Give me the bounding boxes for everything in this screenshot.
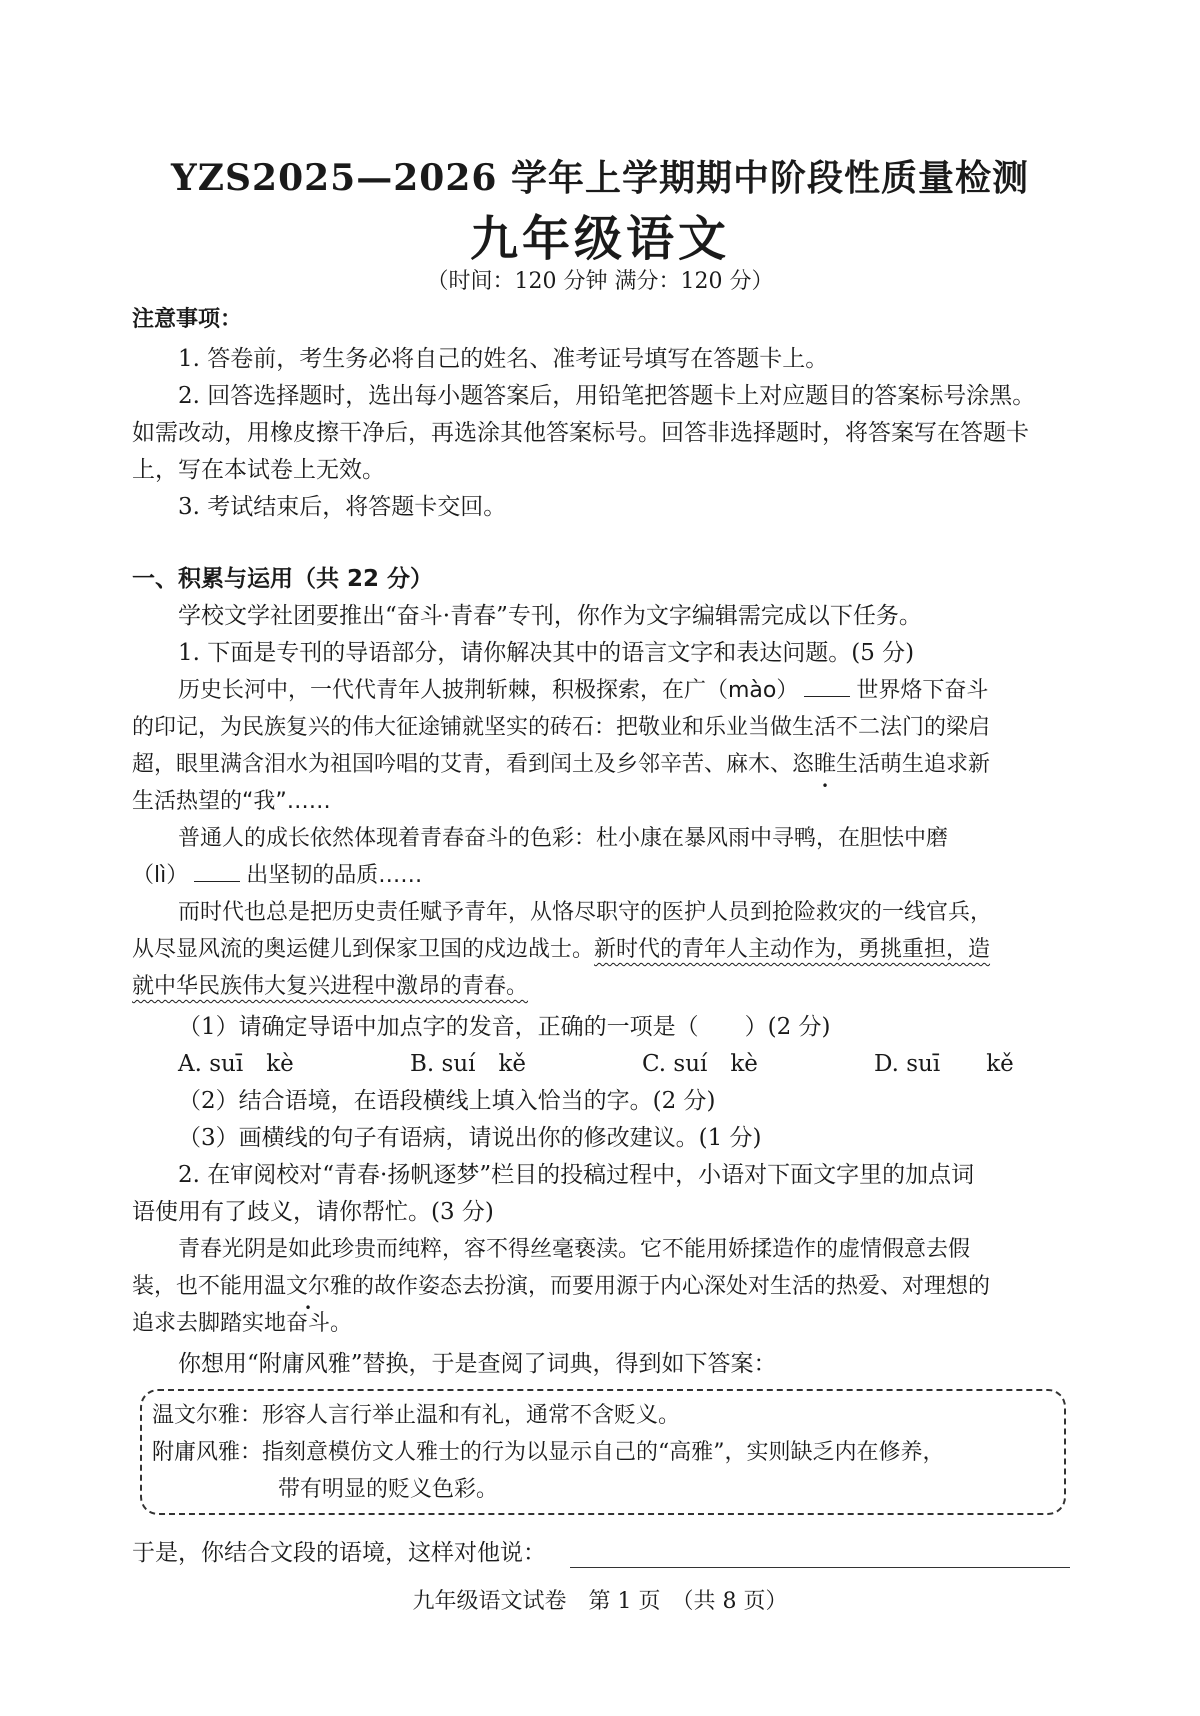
passage-3-line-3 (132, 969, 528, 1000)
option-a: A. suī kè (178, 1051, 294, 1077)
passage-1-line-4: 生活热望的“我”…… (132, 789, 331, 814)
page-footer: 九年级语文试卷 第 1 页 （共 8 页） (412, 1589, 788, 1614)
option-c: C. suí kè (642, 1051, 758, 1077)
passage-2-line-1: 普通人的成长依然体现着青春奋斗的色彩：杜小康在暴风雨中寻鸭，在胆怯中磨 (178, 826, 949, 851)
underlined-sentence: 就中华民族伟大复兴进程中激昂的青春。 (132, 974, 529, 999)
passage-text: 世界烙下奋斗 (856, 678, 989, 703)
question-1: 1. 下面是专刊的导语部分，请你解决其中的语言文字和表达问题。(5 分) (178, 640, 915, 666)
subquestion-3: （3）画横线的句子有语病，请说出你的修改建议。(1 分) (178, 1125, 762, 1151)
dictionary-entry-2: 附庸风雅：指刻意模仿文人雅士的行为以显示自己的“高雅”，实则缺乏内在修养， (152, 1440, 945, 1465)
dotted-char: 睢 (814, 752, 837, 777)
exam-title: YZS2025—2026 学年上学期期中阶段性质量检测 (171, 157, 1029, 199)
passage-text: 的故作姿态去扮演，而要用源于内心深处对生活的热爱、对理想的 (352, 1274, 991, 1299)
passage-1-line-1 (178, 673, 988, 704)
passage-text: 历史长河中，一代代青年人披荆斩棘，积极探索，在广（mào） (178, 678, 799, 703)
notice-item-2: 2. 回答选择题时，选出每小题答案后，用铅笔把答题卡上对应题目的答案标号涂黑。 (178, 383, 1036, 409)
subject-title: 九年级语文 (469, 211, 730, 267)
notice-item-2-cont: 如需改动，用橡皮擦干净后，再选涂其他答案标号。回答非选择题时，将答案写在答题卡 (132, 420, 1029, 446)
passage-4-line-3: 追求去脚踏实地奋斗。 (132, 1311, 353, 1336)
answer-line (570, 1567, 1070, 1568)
fill-blank-1 (804, 676, 850, 697)
subquestion-1: （1）请确定导语中加点字的发音，正确的一项是（ ）(2 分) (178, 1014, 831, 1040)
option-d: D. suī kě (874, 1051, 1014, 1077)
passage-4-line-1: 青春光阴是如此珍贵而纯粹，容不得丝毫亵渎。它不能用娇揉造作的虚情假意去假 (178, 1237, 971, 1262)
time-info: （时间：120 分钟 满分：120 分） (426, 269, 774, 294)
passage-text: 装，也不能用 (132, 1274, 265, 1299)
passage-2-line-2 (132, 858, 422, 889)
passage-text: 从尽显风流的奥运健儿到保家卫国的戍边战士。 (132, 937, 595, 962)
answer-prompt: 于是，你结合文段的语境，这样对他说： (132, 1540, 546, 1566)
passage-1-line-2: 的印记，为民族复兴的伟大征途铺就坚实的砖石：把敬业和乐业当做生活不二法门的梁启 (132, 715, 991, 740)
passage-4-line-2 (132, 1269, 990, 1300)
question-2-cont: 语使用有了歧义，请你帮忙。(3 分) (132, 1199, 494, 1225)
passage-text: 出坚韧的品质…… (246, 863, 423, 888)
question-2-intro: 你想用“附庸风雅”替换，于是查阅了词典，得到如下答案： (178, 1351, 777, 1377)
section-intro: 学校文学社团要推出“奋斗·青春”专刊，你作为文字编辑需完成以下任务。 (178, 603, 922, 629)
section-heading: 一、积累与运用（共 22 分） (132, 566, 434, 592)
dictionary-entry-2-cont: 带有明显的贬义色彩。 (278, 1477, 499, 1502)
notice-item-1: 1. 答卷前，考生务必将自己的姓名、准考证号填写在答题卡上。 (178, 346, 829, 372)
notice-item-2-cont2: 上，写在本试卷上无效。 (132, 457, 385, 483)
passage-1-line-3 (132, 747, 990, 778)
notice-item-3: 3. 考试结束后，将答题卡交回。 (178, 494, 507, 520)
passage-text: 超，眼里满含泪水为祖国吟唱的艾青，看到闰土及乡邻辛苦、麻木、恣 (132, 752, 815, 777)
underlined-sentence: 新时代的青年人主动作为，勇挑重担，造 (594, 937, 991, 962)
fill-blank-2 (194, 861, 240, 882)
passage-text: （lì） (132, 863, 189, 888)
dictionary-entry-1: 温文尔雅：形容人言行举止温和有礼，通常不含贬义。 (152, 1403, 681, 1428)
passage-3-line-2 (132, 932, 990, 963)
subquestion-2: （2）结合语境，在语段横线上填入恰当的字。(2 分) (178, 1088, 716, 1114)
option-b: B. suí kě (410, 1051, 527, 1077)
dotted-word: 温文尔雅 (264, 1274, 353, 1299)
passage-text: 生活萌生追求新 (836, 752, 991, 777)
notice-heading: 注意事项： (132, 307, 243, 332)
question-2: 2. 在审阅校对“青春·扬帆逐梦”栏目的投稿过程中，小语对下面文字里的加点词 (178, 1162, 975, 1188)
passage-3-line-1: 而时代也总是把历史责任赋予青年，从恪尽职守的医护人员到抢险救灾的一线官兵， (178, 900, 993, 925)
